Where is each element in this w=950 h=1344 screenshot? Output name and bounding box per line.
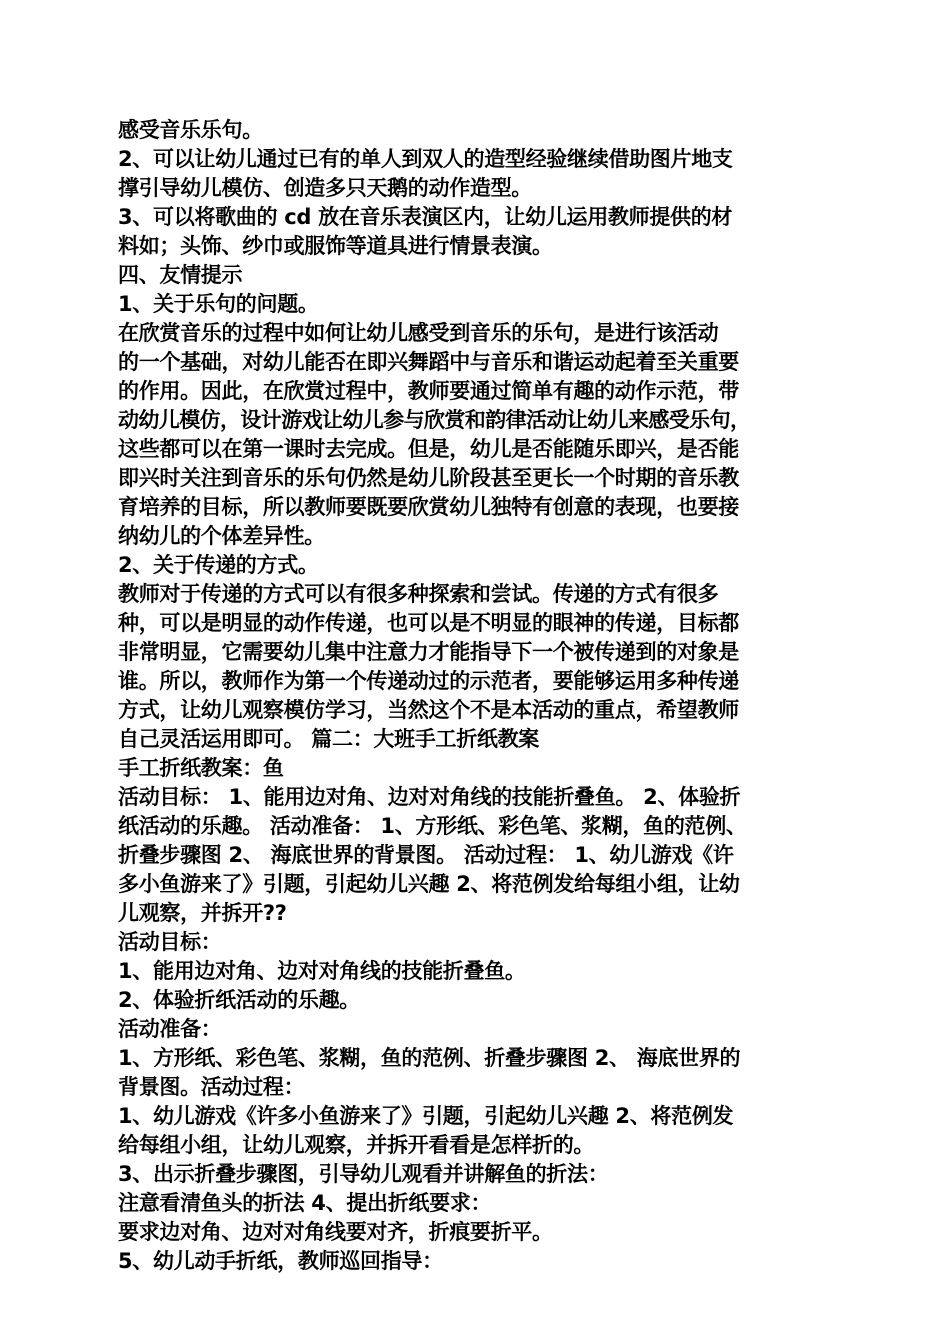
text-line: 纳幼儿的个体差异性。 — [118, 524, 325, 548]
text-line: 5、幼儿动手折纸，教师巡回指导： — [118, 1249, 443, 1273]
text-line: 种，可以是明显的动作传递，也可以是不明显的眼神的传递，目标都 — [118, 611, 739, 635]
text-line: 这些都可以在第一课时去完成。但是，幼儿是否能随乐即兴，是否能 — [118, 437, 739, 461]
text-line: 谁。所以，教师作为第一个传递动过的示范者，要能够运用多种传递 — [118, 669, 739, 693]
text-line: 2、体验折纸活动的乐趣。 — [118, 988, 361, 1012]
text-line: 在欣赏音乐的过程中如何让幼儿感受到音乐的乐句，是进行该活动 — [118, 321, 719, 345]
text-line: 动幼儿模仿，设计游戏让幼儿参与欣赏和韵律活动让幼儿来感受乐句， — [118, 408, 751, 432]
text-line: 自己灵活运用即可。 篇二：大班手工折纸教案 — [118, 727, 540, 751]
subsection-heading: 1、关于乐句的问题。 — [118, 292, 319, 316]
section-heading: 四、友情提示 — [118, 263, 243, 287]
text-line: 1、方形纸、彩色笔、浆糊，鱼的范例、折叠步骤图 2、 海底世界的 — [118, 1046, 741, 1070]
text-line: 背景图。活动过程： — [118, 1075, 305, 1099]
text-line: 非常明显，它需要幼儿集中注意力才能指导下一个被传递到的对象是 — [118, 640, 739, 664]
text-line: 育培养的目标，所以教师要既要欣赏幼儿独特有创意的表现，也要接 — [118, 495, 739, 519]
text-line: 活动准备： — [118, 1017, 222, 1041]
text-line: 1、能用边对角、边对对角线的技能折叠鱼。 — [118, 959, 526, 983]
text-line: 料如；头饰、纱巾或服饰等道具进行情景表演。 — [118, 234, 553, 258]
document-page — [118, 116, 834, 1276]
text-line: 多小鱼游来了》引题，引起幼儿兴趣 2、将范例发给每组小组，让幼 — [118, 872, 740, 896]
subsection-heading: 2、关于传递的方式。 — [118, 553, 319, 577]
text-line: 1、幼儿游戏《许多小鱼游来了》引题，引起幼儿兴趣 2、将范例发 — [118, 1104, 734, 1128]
text-line: 折叠步骤图 2、 海底世界的背景图。 活动过程： 1、幼儿游戏《许 — [118, 843, 734, 867]
text-line: 方式，让幼儿观察模仿学习，当然这个不是本活动的重点，希望教师 — [118, 698, 739, 722]
text-line: 感受音乐乐句。 — [118, 118, 263, 142]
text-line: 的一个基础，对幼儿能否在即兴舞蹈中与音乐和谐运动起着至关重要 — [118, 350, 739, 374]
text-line: 撑引导幼儿模仿、创造多只天鹅的动作造型。 — [118, 176, 532, 200]
text-line: 的作用。因此，在欣赏过程中，教师要通过简单有趣的动作示范，带 — [118, 379, 739, 403]
subsection-heading: 手工折纸教案：鱼 — [118, 756, 284, 780]
text-line: 3、可以将歌曲的 cd 放在音乐表演区内，让幼儿运用教师提供的材 — [118, 205, 733, 229]
text-line: 要求边对角、边对对角线要对齐，折痕要折平。 — [118, 1220, 553, 1244]
text-line: 3、出示折叠步骤图，引导幼儿观看并讲解鱼的折法： — [118, 1162, 609, 1186]
text-line: 活动目标： — [118, 930, 222, 954]
text-line: 即兴时关注到音乐的乐句仍然是幼儿阶段甚至更长一个时期的音乐教 — [118, 466, 739, 490]
text-line: 教师对于传递的方式可以有很多种探索和尝试。传递的方式有很多 — [118, 582, 719, 606]
text-line: 给每组小组，让幼儿观察，并拆开看看是怎样折的。 — [118, 1133, 595, 1157]
text-line: 活动目标： 1、能用边对角、边对对角线的技能折叠鱼。 2、体验折 — [118, 785, 741, 809]
text-line: 儿观察，并拆开?? — [118, 901, 287, 925]
text-line: 纸活动的乐趣。 活动准备： 1、方形纸、彩色笔、浆糊，鱼的范例、 — [118, 814, 747, 838]
text-line: 注意看清鱼头的折法 4、提出折纸要求： — [118, 1191, 492, 1215]
text-line: 2、可以让幼儿通过已有的单人到双人的造型经验继续借助图片地支 — [118, 147, 733, 171]
